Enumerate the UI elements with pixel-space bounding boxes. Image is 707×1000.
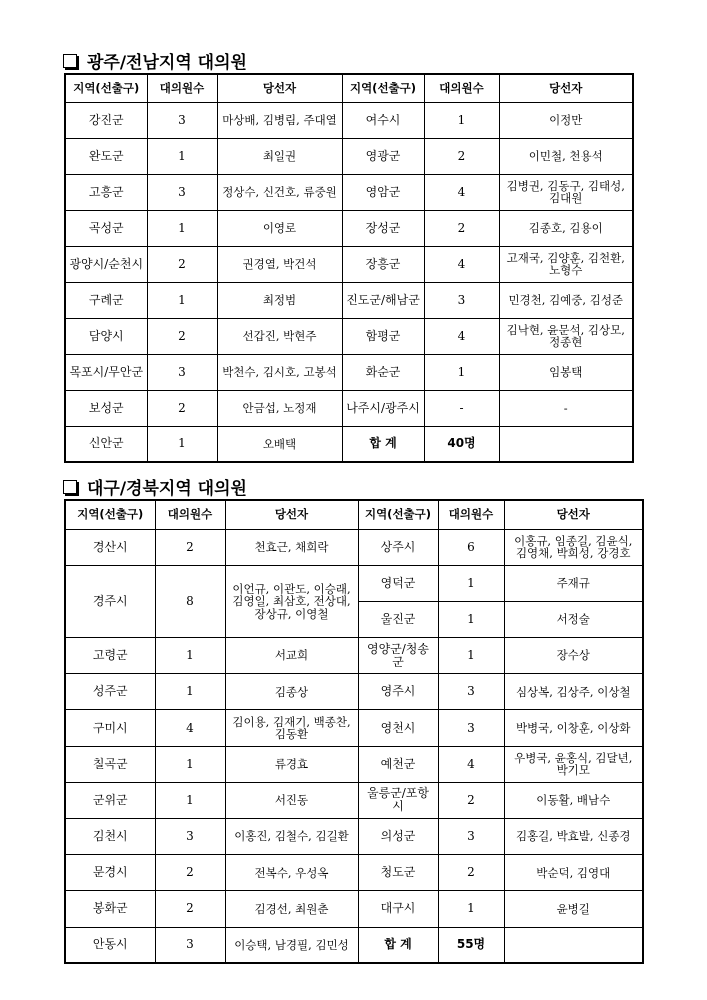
cell-count: 2	[155, 855, 225, 891]
cell-region: 의성군	[358, 819, 438, 855]
cell-elected: 이언규, 이관도, 이승래, 김영일, 최삼호, 전상대, 장상규, 이영철	[225, 565, 358, 637]
section-title-text: 광주/전남지역 대의원	[87, 53, 247, 73]
header-count: 대의원수	[424, 74, 499, 102]
cell-elected: 박순덕, 김영대	[504, 855, 643, 891]
cell-elected: 고재국, 김양훈, 김천환, 노형수	[499, 246, 633, 282]
cell-count: 2	[147, 246, 217, 282]
cell-elected: 김종상	[225, 674, 358, 710]
cell-elected: 최정범	[217, 282, 342, 318]
section-title-daegu	[63, 474, 247, 499]
section-title-text: 대구/경북지역 대의원	[87, 479, 247, 499]
header-count: 대의원수	[147, 74, 217, 102]
cell-elected: 심상복, 김상주, 이상철	[504, 674, 643, 710]
cell-region: 안동시	[65, 927, 155, 963]
cell-elected: 마상배, 김병림, 주대열	[217, 102, 342, 138]
cell-count: 2	[155, 529, 225, 565]
cell-count: 1	[438, 891, 504, 927]
cell-count: 1	[438, 565, 504, 601]
table-row	[65, 746, 643, 782]
cell-count: 2	[424, 210, 499, 246]
cell-elected	[504, 927, 643, 963]
total-label: 합 계	[342, 426, 424, 462]
cell-count: 1	[147, 426, 217, 462]
total-label: 합 계	[358, 927, 438, 963]
cell-region: 보성군	[65, 390, 147, 426]
table-row	[65, 246, 633, 282]
cell-count: 3	[147, 354, 217, 390]
cell-region: 광양시/순천시	[65, 246, 147, 282]
cell-region: 장흥군	[342, 246, 424, 282]
cell-elected: 박병국, 이창훈, 이상화	[504, 710, 643, 746]
cell-elected: 서교희	[225, 638, 358, 674]
cell-region: 경주시	[65, 565, 155, 637]
cell-elected: 김병권, 김동구, 김태성, 김대원	[499, 174, 633, 210]
cell-region: 영덕군	[358, 565, 438, 601]
cell-count: 1	[424, 102, 499, 138]
header-elected: 당선자	[499, 74, 633, 102]
cell-count: 3	[147, 174, 217, 210]
cell-count: 1	[155, 746, 225, 782]
table-row	[65, 210, 633, 246]
cell-count: 1	[155, 638, 225, 674]
table-row	[65, 426, 633, 462]
cell-region: 함평군	[342, 318, 424, 354]
cell-region: 대구시	[358, 891, 438, 927]
table-row	[65, 174, 633, 210]
header-region: 지역(선출구)	[358, 500, 438, 529]
cell-region: 성주군	[65, 674, 155, 710]
cell-elected: 주재규	[504, 565, 643, 601]
cell-elected: 김낙현, 윤문석, 김상모, 정종현	[499, 318, 633, 354]
table-row	[65, 390, 633, 426]
delegates-table-gwangju	[64, 73, 634, 463]
cell-elected: 김이용, 김재기, 백종찬, 김동환	[225, 710, 358, 746]
header-region: 지역(선출구)	[342, 74, 424, 102]
cell-region: 진도군/해남군	[342, 282, 424, 318]
cell-elected: 안금섭, 노정재	[217, 390, 342, 426]
cell-elected: 임봉택	[499, 354, 633, 390]
header-elected: 당선자	[225, 500, 358, 529]
cell-elected: 민경천, 김예중, 김성준	[499, 282, 633, 318]
total-count: 55명	[438, 927, 504, 963]
cell-region: 담양시	[65, 318, 147, 354]
cell-elected: 권경열, 박건석	[217, 246, 342, 282]
checkbox-square-icon	[63, 54, 77, 68]
cell-elected: 우병국, 윤홍식, 김달년, 박기모	[504, 746, 643, 782]
cell-elected: 이홍진, 김철수, 김길환	[225, 819, 358, 855]
cell-count: 4	[155, 710, 225, 746]
cell-region: 고령군	[65, 638, 155, 674]
cell-count: 3	[155, 927, 225, 963]
cell-region: 곡성군	[65, 210, 147, 246]
cell-count: 2	[147, 318, 217, 354]
cell-elected: 전복수, 우성옥	[225, 855, 358, 891]
cell-region: 강진군	[65, 102, 147, 138]
cell-count: 3	[155, 819, 225, 855]
cell-region: 나주시/광주시	[342, 390, 424, 426]
cell-count: 8	[155, 565, 225, 637]
table-row	[65, 354, 633, 390]
cell-count: 1	[147, 138, 217, 174]
cell-count: 1	[438, 601, 504, 637]
table-row	[65, 102, 633, 138]
cell-count: 4	[424, 246, 499, 282]
cell-count: 1	[438, 638, 504, 674]
cell-elected: 이홍규, 임종길, 김윤식, 김영채, 박희성, 강경호	[504, 529, 643, 565]
table-header-row	[65, 500, 643, 529]
table-row	[65, 782, 643, 818]
total-count: 40명	[424, 426, 499, 462]
cell-region: 경산시	[65, 529, 155, 565]
cell-region: 완도군	[65, 138, 147, 174]
cell-count: -	[424, 390, 499, 426]
cell-count: 2	[438, 782, 504, 818]
cell-count: 6	[438, 529, 504, 565]
cell-elected: 이정만	[499, 102, 633, 138]
cell-count: 4	[438, 746, 504, 782]
cell-elected: -	[499, 390, 633, 426]
cell-region: 칠곡군	[65, 746, 155, 782]
cell-region: 김천시	[65, 819, 155, 855]
cell-region: 영광군	[342, 138, 424, 174]
cell-elected: 천효근, 채희락	[225, 529, 358, 565]
cell-count: 1	[155, 674, 225, 710]
cell-region: 목포시/무안군	[65, 354, 147, 390]
table-row	[65, 891, 643, 927]
cell-count: 3	[424, 282, 499, 318]
cell-region: 군위군	[65, 782, 155, 818]
header-count: 대의원수	[155, 500, 225, 529]
header-elected: 당선자	[504, 500, 643, 529]
cell-elected: 김경선, 최원춘	[225, 891, 358, 927]
cell-region: 구례군	[65, 282, 147, 318]
header-elected: 당선자	[217, 74, 342, 102]
cell-region: 울진군	[358, 601, 438, 637]
cell-region: 여수시	[342, 102, 424, 138]
cell-region: 구미시	[65, 710, 155, 746]
cell-region: 봉화군	[65, 891, 155, 927]
cell-count: 1	[155, 782, 225, 818]
cell-region: 상주시	[358, 529, 438, 565]
cell-elected: 서진동	[225, 782, 358, 818]
cell-region: 영양군/청송군	[358, 638, 438, 674]
cell-elected: 이민철, 천용석	[499, 138, 633, 174]
table-row	[65, 282, 633, 318]
cell-region: 장성군	[342, 210, 424, 246]
cell-elected: 최일권	[217, 138, 342, 174]
cell-elected: 김종호, 김용이	[499, 210, 633, 246]
cell-count: 4	[424, 318, 499, 354]
cell-count: 1	[424, 354, 499, 390]
cell-region: 영주시	[358, 674, 438, 710]
cell-count: 3	[438, 710, 504, 746]
cell-elected: 박천수, 김시호, 고봉석	[217, 354, 342, 390]
cell-count: 2	[147, 390, 217, 426]
table-row	[65, 138, 633, 174]
cell-region: 청도군	[358, 855, 438, 891]
header-count: 대의원수	[438, 500, 504, 529]
cell-count: 2	[424, 138, 499, 174]
cell-count: 2	[155, 891, 225, 927]
cell-region: 영천시	[358, 710, 438, 746]
cell-elected: 오배택	[217, 426, 342, 462]
header-region: 지역(선출구)	[65, 500, 155, 529]
table-row	[65, 710, 643, 746]
table-header-row	[65, 74, 633, 102]
cell-count: 1	[147, 282, 217, 318]
header-region: 지역(선출구)	[65, 74, 147, 102]
table-row	[65, 855, 643, 891]
cell-elected: 서정술	[504, 601, 643, 637]
cell-elected: 이동활, 배남수	[504, 782, 643, 818]
table-row	[65, 927, 643, 963]
cell-region: 고흥군	[65, 174, 147, 210]
cell-count: 1	[147, 210, 217, 246]
cell-elected: 장수상	[504, 638, 643, 674]
cell-count: 3	[147, 102, 217, 138]
table-row	[65, 819, 643, 855]
cell-elected: 류경효	[225, 746, 358, 782]
table-row	[65, 529, 643, 565]
cell-count: 4	[424, 174, 499, 210]
cell-count: 2	[438, 855, 504, 891]
cell-elected: 이승택, 남경필, 김민성	[225, 927, 358, 963]
cell-count: 3	[438, 819, 504, 855]
checkbox-square-icon	[63, 480, 77, 494]
cell-region: 울릉군/포항시	[358, 782, 438, 818]
cell-elected: 윤병길	[504, 891, 643, 927]
cell-elected: 정상수, 신건호, 류중원	[217, 174, 342, 210]
cell-region: 신안군	[65, 426, 147, 462]
cell-region: 예천군	[358, 746, 438, 782]
cell-elected: 이영로	[217, 210, 342, 246]
table-row	[65, 565, 643, 601]
cell-elected: 선갑진, 박현주	[217, 318, 342, 354]
table-row	[65, 638, 643, 674]
cell-region: 문경시	[65, 855, 155, 891]
table-row	[65, 318, 633, 354]
cell-region: 영암군	[342, 174, 424, 210]
cell-region: 화순군	[342, 354, 424, 390]
cell-elected	[499, 426, 633, 462]
cell-count: 3	[438, 674, 504, 710]
table-row	[65, 674, 643, 710]
cell-elected: 김홍길, 박효발, 신종경	[504, 819, 643, 855]
delegates-table-daegu	[64, 499, 644, 964]
section-title-gwangju	[63, 48, 247, 73]
